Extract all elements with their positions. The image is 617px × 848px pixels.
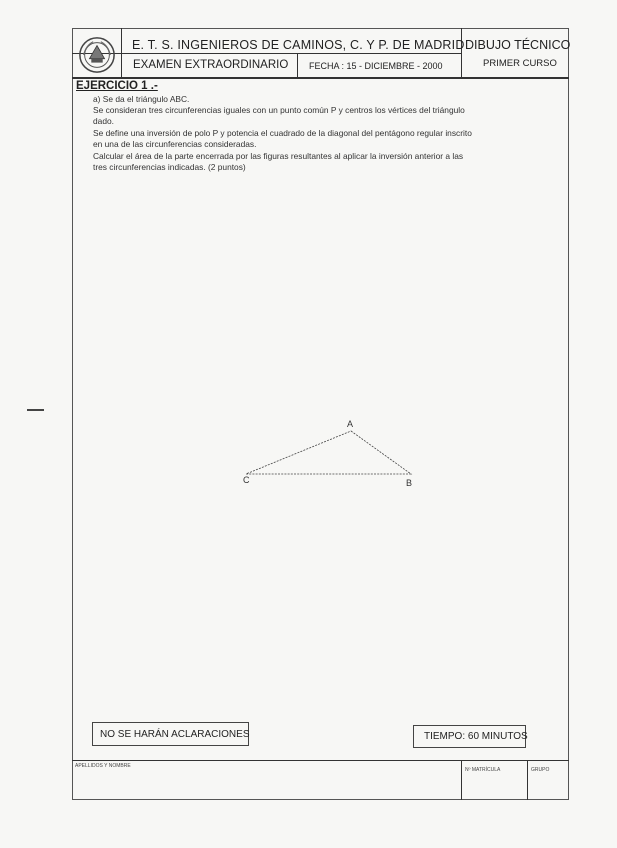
- exercise-line: Se consideran tres circunferencias iguales con un punto común P y centros los vértices del triángulo: [93, 105, 465, 115]
- group-field-label: GRUPO: [531, 767, 550, 773]
- triangle-abc: [246, 431, 411, 474]
- vertex-label-c: C: [243, 475, 250, 485]
- exercise-line: tres circunferencias indicadas. (2 puntos): [93, 162, 246, 172]
- footer-divider-group: [527, 760, 528, 800]
- exercise-line: a) Se da el triángulo ABC.: [93, 94, 190, 104]
- exam-type: EXAMEN EXTRAORDINARIO: [133, 59, 289, 71]
- subject-name: DIBUJO TÉCNICO: [465, 38, 571, 52]
- footer-divider: [72, 760, 569, 761]
- exercise-title: EJERCICIO 1 .-: [76, 80, 158, 92]
- name-field-label: APELLIDOS Y NOMBRE: [75, 763, 131, 769]
- exercise-line: en una de las circunferencias consideradas.: [93, 139, 257, 149]
- vertex-label-a: A: [347, 419, 354, 429]
- id-field-label: Nº MATRÍCULA: [465, 767, 501, 773]
- exercise-line: Calcular el área de la parte encerrada por las figuras resultantes al aplicar la inversión anterior a las: [93, 151, 464, 161]
- school-name: E. T. S. INGENIEROS DE CAMINOS, C. Y P. DE MADRID: [132, 38, 465, 52]
- vertex-label-b: B: [406, 478, 413, 488]
- notice-text: NO SE HARÁN ACLARACIONES: [100, 729, 250, 740]
- exam-date: FECHA : 15 - DICIEMBRE - 2000: [309, 61, 443, 71]
- footer-divider-id: [461, 760, 462, 800]
- exercise-line: Se define una inversión de polo P y potencia el cuadrado de la diagonal del pentágono regular inscrito: [93, 128, 472, 138]
- exercise-line: dado.: [93, 116, 114, 126]
- time-text: TIEMPO: 60 MINUTOS: [424, 731, 528, 742]
- course-name: PRIMER CURSO: [483, 58, 557, 69]
